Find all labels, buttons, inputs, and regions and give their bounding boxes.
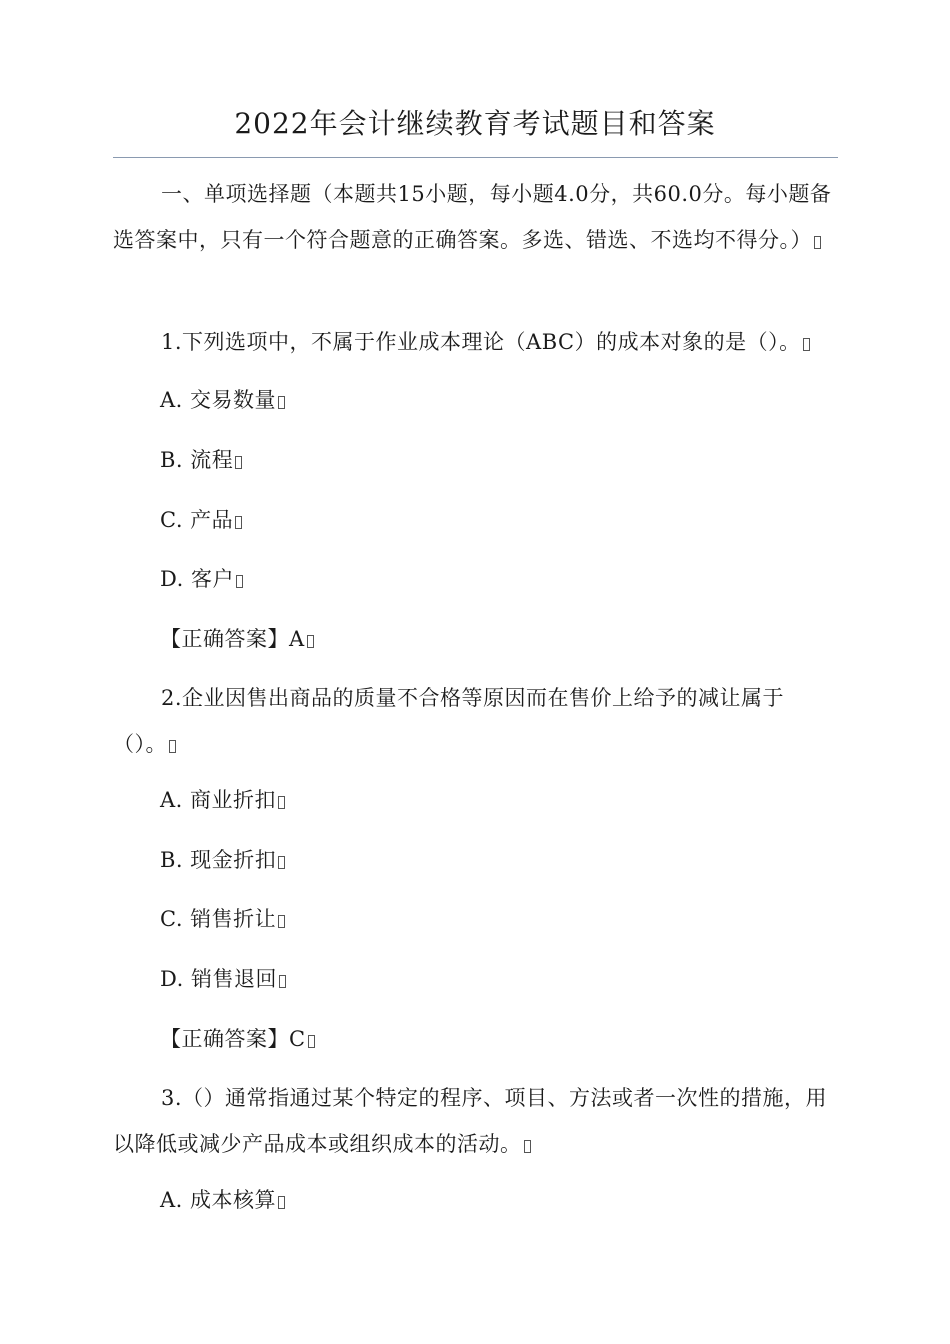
option-item: A. 成本核算 bbox=[160, 1185, 285, 1215]
paragraph-mark-icon bbox=[803, 338, 810, 351]
option-item: A. 交易数量 bbox=[160, 385, 285, 415]
document-title: 2022年会计继续教育考试题目和答案 bbox=[234, 107, 716, 140]
section-intro: 一、单项选择题（本题共15小题，每小题4.0分，共60.0分。每小题备选答案中，只有一个符合题意的正确答案。多选、错选、不选均不得分。） bbox=[113, 182, 832, 252]
option-item: B. 现金折扣 bbox=[160, 845, 285, 875]
paragraph-mark-icon bbox=[278, 396, 285, 409]
title-divider bbox=[113, 157, 838, 158]
option-item: D. 客户 bbox=[160, 564, 243, 594]
paragraph-mark-icon bbox=[235, 516, 242, 529]
paragraph-mark-icon bbox=[279, 975, 286, 988]
paragraph-mark-icon bbox=[308, 1035, 315, 1048]
paragraph-mark-icon bbox=[169, 740, 176, 753]
paragraph-mark-icon bbox=[236, 575, 243, 588]
correct-answer: 【正确答案】A bbox=[160, 624, 314, 654]
paragraph-mark-icon bbox=[278, 915, 285, 928]
option-item: C. 销售折让 bbox=[160, 904, 285, 934]
paragraph-mark-icon bbox=[278, 1196, 285, 1209]
option-item: B. 流程 bbox=[160, 445, 242, 475]
paragraph-mark-icon bbox=[524, 1140, 531, 1153]
question-stem: 2.企业因售出商品的质量不合格等原因而在售价上给予的减让属于（）。 bbox=[113, 686, 785, 756]
option-item: A. 商业折扣 bbox=[160, 785, 285, 815]
paragraph-mark-icon bbox=[278, 796, 285, 809]
paragraph-mark-icon bbox=[235, 456, 242, 469]
option-item: C. 产品 bbox=[160, 505, 242, 535]
paragraph-mark-icon bbox=[278, 856, 285, 869]
paragraph-mark-icon bbox=[814, 236, 821, 249]
correct-answer: 【正确答案】C bbox=[160, 1024, 315, 1054]
option-item: D. 销售退回 bbox=[160, 964, 286, 994]
question-stem: 1.下列选项中，不属于作业成本理论（ABC）的成本对象的是（）。 bbox=[113, 319, 837, 365]
question-stem: 3.（）通常指通过某个特定的程序、项目、方法或者一次性的措施，用以降低或减少产品成本或组织成本的活动。 bbox=[113, 1086, 828, 1156]
paragraph-mark-icon bbox=[307, 635, 314, 648]
